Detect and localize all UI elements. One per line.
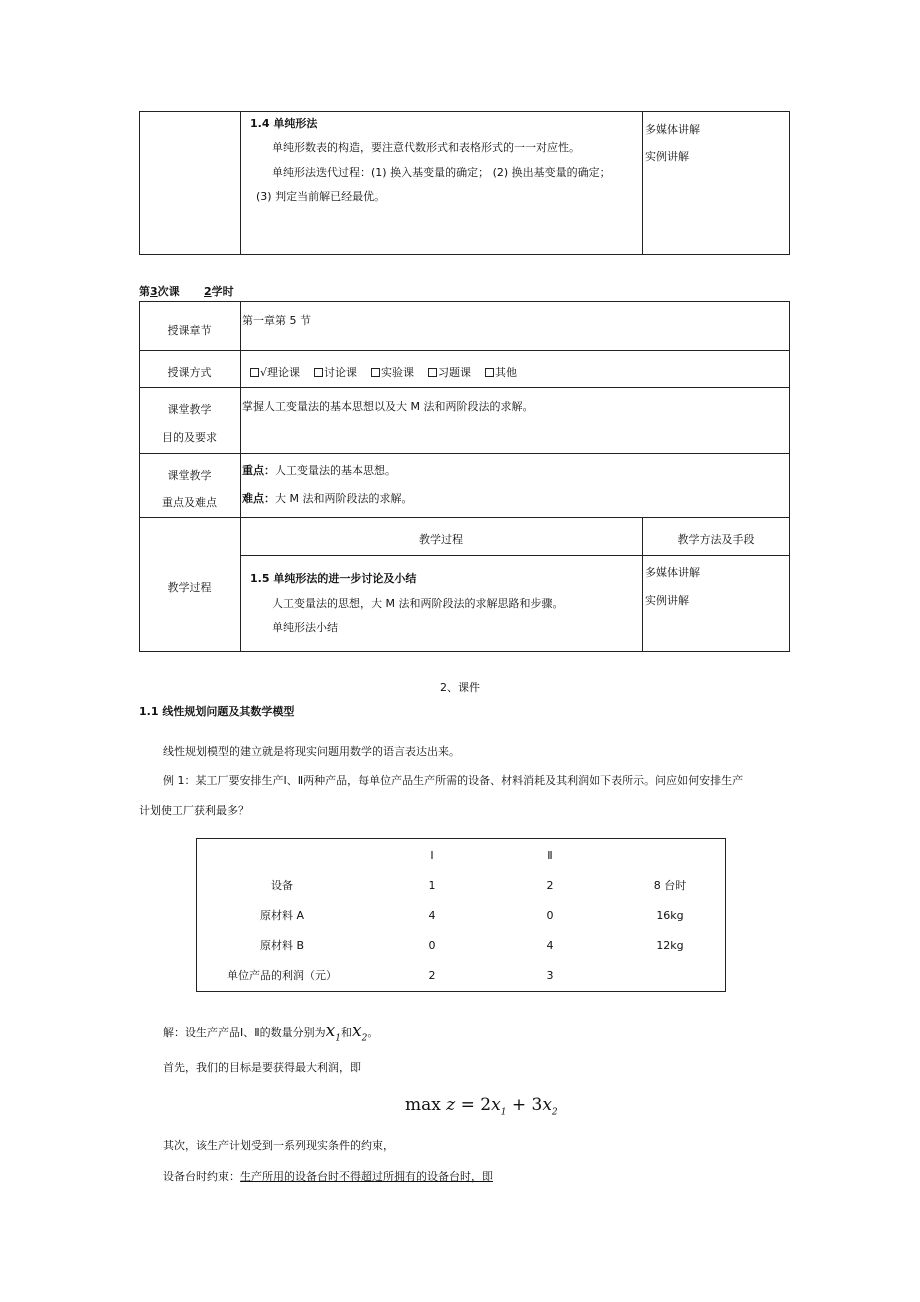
mode-option-theory[interactable] <box>250 366 300 379</box>
lesson-number: 3 <box>150 285 158 298</box>
difficult-point <box>242 492 412 506</box>
row-label: 原材料 B <box>259 939 305 952</box>
checkbox-icon <box>428 368 437 377</box>
courseware-title: 2、课件 <box>440 681 480 694</box>
section-heading: 1.1 线性规划问题及其数学模型 <box>139 705 295 718</box>
checkbox-icon <box>485 368 494 377</box>
row-divider-1 <box>139 350 790 351</box>
prev-section-line2: 单纯形法迭代过程：(1) 换入基变量的确定； (2) 换出基变量的确定； <box>272 166 611 179</box>
prev-section-line3: (3) 判定当前解已经最优。 <box>256 190 386 203</box>
key-point-label: 重点： <box>242 464 275 477</box>
resource-col-header-1: Ⅰ <box>430 849 434 862</box>
key-point-value: 人工变量法的基本思想。 <box>275 464 396 477</box>
row-label: 设备 <box>271 879 293 892</box>
checkbox-icon <box>371 368 380 377</box>
process-column-header: 教学过程 <box>419 533 463 546</box>
prev-table-divider-1 <box>240 111 241 255</box>
row-limit: 16kg <box>656 909 684 922</box>
formula-eq: = <box>460 1095 475 1115</box>
process-line-1: 人工变量法的思想，大 M 法和两阶段法的求解思路和步骤。 <box>272 597 564 610</box>
lesson-prefix: 第 <box>139 285 150 298</box>
solution-line-4 <box>163 1170 493 1184</box>
key-label-1: 课堂教学 <box>167 469 212 482</box>
lesson-mid: 次课 <box>157 285 180 298</box>
chapter-label: 授课章节 <box>167 324 212 337</box>
mode-option-lab[interactable] <box>371 366 414 379</box>
mode-option-discussion-label: 讨论课 <box>324 366 358 379</box>
formula-coef-1: 2 <box>480 1095 492 1115</box>
mode-option-lab-label: 实验课 <box>381 366 415 379</box>
key-label-2: 重点及难点 <box>162 496 217 509</box>
formula-x2: $x_2$ <box>542 1095 558 1118</box>
method-column-header: 教学方法及手段 <box>677 533 755 546</box>
prev-table-divider-2 <box>642 111 643 255</box>
solution-line-1-end: 。 <box>367 1026 379 1039</box>
row-value-1: 1 <box>428 879 436 892</box>
formula-z: z <box>446 1095 456 1115</box>
constraint-label: 设备台时约束： <box>163 1170 240 1183</box>
difficult-point-label: 难点： <box>242 492 275 505</box>
mode-option-discussion[interactable] <box>314 366 357 379</box>
row-divider-2 <box>139 387 790 388</box>
prev-method-1: 多媒体讲解 <box>645 123 700 136</box>
solution-line-1-prefix: 解：设生产产品Ⅰ、Ⅱ的数量分别为 <box>163 1026 326 1039</box>
formula-x1: $x_1$ <box>491 1095 507 1118</box>
row-value-2: 4 <box>546 939 554 952</box>
mode-label: 授课方式 <box>167 366 212 379</box>
row-limit: 8 台时 <box>653 879 687 892</box>
solution-line-1-and: 和 <box>341 1026 352 1039</box>
row-value-1: 2 <box>428 969 436 982</box>
difficult-point-value: 大 M 法和两阶段法的求解。 <box>275 492 413 505</box>
var-x1: $x_1$ <box>325 1021 341 1044</box>
checkbox-icon <box>314 368 323 377</box>
process-heading: 1.5 单纯形法的进一步讨论及小结 <box>250 572 417 585</box>
lesson-suffix: 学时 <box>211 285 234 298</box>
mode-option-other-label: 其他 <box>495 366 518 379</box>
example-line-2: 计划使工厂获利最多？ <box>139 804 249 817</box>
chapter-value: 第一章第 5 节 <box>242 314 311 327</box>
row-value-1: 4 <box>428 909 436 922</box>
mode-options <box>250 366 517 380</box>
process-method-2: 实例讲解 <box>645 594 689 607</box>
process-header-divider <box>240 555 790 556</box>
prev-section-heading: 1.4 单纯形法 <box>250 117 318 130</box>
process-label: 教学过程 <box>167 581 212 594</box>
row-value-1: 0 <box>428 939 436 952</box>
mode-option-other[interactable] <box>485 366 517 379</box>
formula-max: max <box>405 1095 441 1115</box>
example-line-1: 例 1：某工厂要安排生产Ⅰ、Ⅱ两种产品，每单位产品生产所需的设备、材料消耗及其利润如下表所示。问应如何安排生产 <box>163 774 744 787</box>
goal-label-2: 目的及要求 <box>162 431 217 444</box>
process-line-2: 单纯形法小结 <box>272 621 338 634</box>
key-point <box>242 464 396 478</box>
row-label: 单位产品的利润（元） <box>227 969 337 982</box>
row-label: 原材料 A <box>259 909 305 922</box>
row-limit: 12kg <box>656 939 684 952</box>
lesson-heading <box>139 285 234 299</box>
formula-plus: + <box>511 1095 527 1115</box>
prev-section-line1: 单纯形数表的构造，要注意代数形式和表格形式的一一对应性。 <box>272 141 580 154</box>
lesson-table-label-divider <box>240 301 241 652</box>
solution-line-2: 首先，我们的目标是要获得最大利润，即 <box>163 1061 361 1074</box>
formula-coef-2: 3 <box>531 1095 543 1115</box>
lesson-hours: 2 <box>204 285 212 298</box>
solution-line-3: 其次，该生产计划受到一系列现实条件的约束， <box>163 1139 394 1152</box>
var-x2: $x_2$ <box>352 1021 368 1044</box>
process-method-1: 多媒体讲解 <box>645 566 700 579</box>
mode-option-exercise-label: 习题课 <box>438 366 472 379</box>
row-divider-4 <box>139 517 790 518</box>
prev-method-2: 实例讲解 <box>645 150 689 163</box>
row-value-2: 0 <box>546 909 554 922</box>
row-value-2: 2 <box>546 879 554 892</box>
resource-col-header-2: Ⅱ <box>547 849 553 862</box>
mode-option-exercise[interactable] <box>428 366 471 379</box>
row-divider-3 <box>139 453 790 454</box>
objective-formula <box>405 1095 558 1117</box>
mode-option-theory-label: √理论课 <box>260 366 301 379</box>
constraint-value: 生产所用的设备台时不得超过所拥有的设备台时，即 <box>240 1170 493 1183</box>
row-value-2: 3 <box>546 969 554 982</box>
goal-label-1: 课堂教学 <box>167 403 212 416</box>
solution-line-1 <box>163 1022 378 1047</box>
intro-paragraph: 线性规划模型的建立就是将现实问题用数学的语言表达出来。 <box>163 745 460 758</box>
goal-value: 掌握人工变量法的基本思想以及大 M 法和两阶段法的求解。 <box>242 400 534 413</box>
checkbox-icon <box>250 368 259 377</box>
